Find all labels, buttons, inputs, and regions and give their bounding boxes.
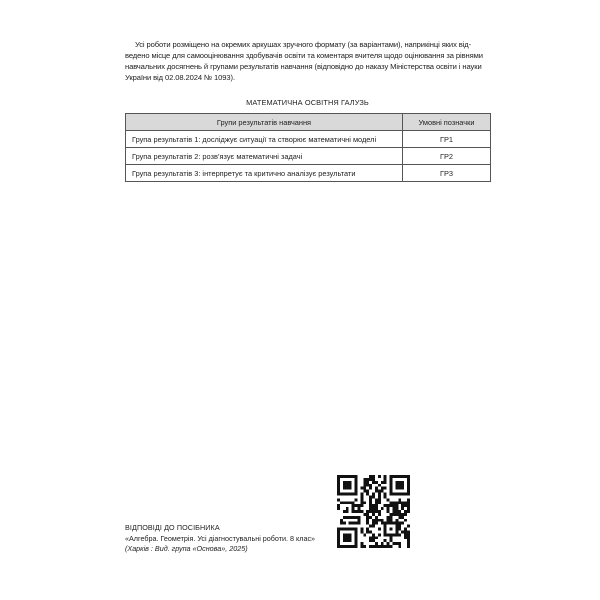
header-codes: Умовні позначки bbox=[403, 114, 491, 131]
group-cell: Група результатів 1: досліджує ситуації та створює математичні моделі bbox=[126, 131, 403, 148]
results-table bbox=[125, 113, 491, 182]
group-cell: Група результатів 3: інтерпретує та критично аналізує результати bbox=[126, 165, 403, 182]
table-header-row bbox=[126, 114, 491, 131]
code-cell: ГР3 bbox=[403, 165, 491, 182]
section-title: МАТЕМАТИЧНА ОСВІТНЯ ГАЛУЗЬ bbox=[246, 98, 369, 107]
intro-line-4: України від 02.08.2024 № 1093). bbox=[125, 73, 235, 82]
table-row bbox=[126, 165, 491, 182]
answers-block bbox=[125, 523, 355, 555]
qr-code-icon bbox=[337, 475, 410, 548]
intro-paragraph bbox=[125, 39, 490, 83]
intro-line-1: Усі роботи розміщено на окремих аркушах зручного формату (за варіантами), наприкінці яких від- bbox=[135, 40, 472, 49]
table-row bbox=[126, 148, 491, 165]
intro-line-3: навчальних досягнень й групами результатів навчання (відповідно до наказу Міністерства освіти і науки bbox=[125, 62, 482, 71]
group-cell: Група результатів 2: розв’язує математичні задачі bbox=[126, 148, 403, 165]
code-cell: ГР1 bbox=[403, 131, 491, 148]
intro-line-2: ведено місце для самооцінювання здобувачів освіти та коментаря вчителя щодо оцінювання за рівнями bbox=[125, 51, 483, 60]
header-groups: Групи результатів навчання bbox=[126, 114, 403, 131]
answers-title: «Алгебра. Геометрія. Усі діагностувальні роботи. 8 клас» bbox=[125, 533, 316, 543]
answers-source: (Харків : Вид. група «Основа», 2025) bbox=[125, 544, 248, 553]
answers-heading: ВІДПОВІДІ ДО ПОСІБНИКА bbox=[125, 523, 220, 532]
code-cell: ГР2 bbox=[403, 148, 491, 165]
table-row bbox=[126, 131, 491, 148]
